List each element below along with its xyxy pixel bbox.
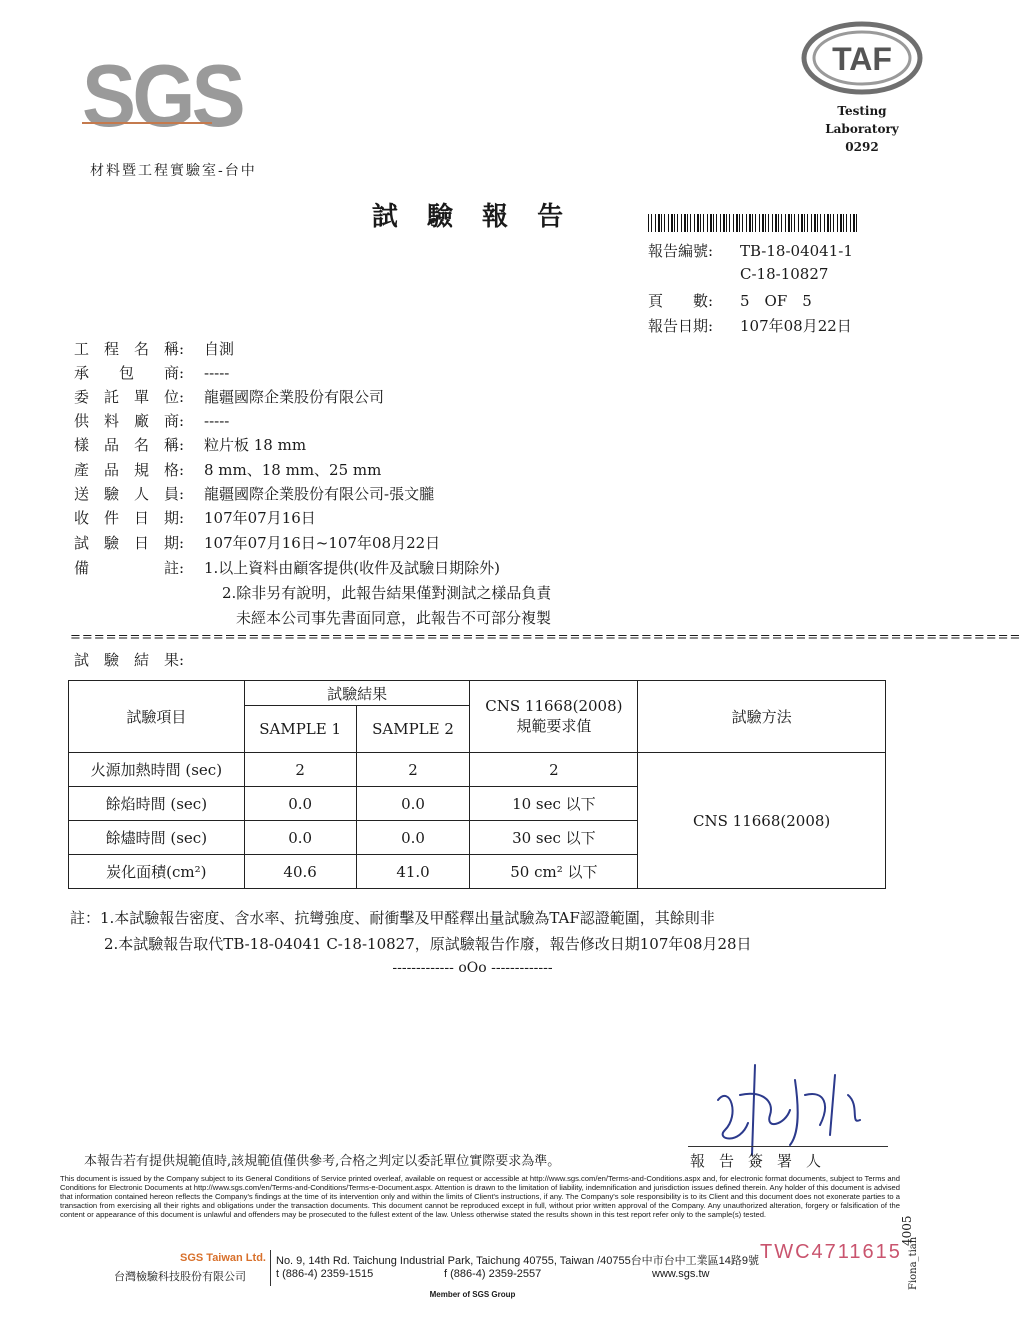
- taf-caption-line1: Testing Laboratory: [825, 104, 899, 136]
- barcode-bar: [788, 214, 790, 232]
- end-mark: ------------- oOo -------------: [392, 960, 553, 976]
- report-number-label: 報告編號:: [648, 242, 714, 260]
- report-date-label: 報告日期:: [648, 317, 714, 335]
- barcode-bar: [681, 214, 682, 232]
- barcode-bar: [820, 214, 821, 232]
- info-label: 樣 品 名 稱:: [74, 436, 185, 454]
- header-spec: [470, 681, 638, 753]
- barcode-bar: [749, 214, 751, 232]
- cell-spec: 10 sec 以下: [470, 787, 638, 821]
- pages-label: 頁 數:: [648, 292, 714, 310]
- barcode-bar: [833, 214, 834, 232]
- barcode-bar: [697, 214, 699, 232]
- barcode-bar: [778, 214, 779, 232]
- report-number-2: C-18-10827: [740, 265, 829, 283]
- barcode-bar: [703, 214, 704, 232]
- cell-sample-1: 40.6: [244, 855, 356, 889]
- report-number: TB-18-04041-1: [740, 242, 853, 260]
- barcode-bar: [674, 214, 675, 232]
- barcode-bar: [726, 214, 727, 232]
- company-name-en: SGS Taiwan Ltd.: [180, 1252, 266, 1264]
- barcode-bar: [807, 214, 808, 232]
- info-value: 107年07月16日: [204, 509, 316, 527]
- barcode-bar: [798, 214, 799, 232]
- barcode-bar: [733, 214, 734, 232]
- barcode-bar: [651, 214, 652, 232]
- lab-name: 材料暨工程實驗室-台中: [90, 163, 257, 179]
- header-sample-2: SAMPLE 2: [356, 706, 470, 753]
- barcode-bar: [694, 214, 695, 232]
- barcode-bar: [768, 214, 769, 232]
- info-label: 備 註:: [74, 559, 185, 577]
- barcode-bar: [772, 214, 773, 232]
- sgs-logo: SGS: [82, 46, 242, 145]
- cell-sample-1: 2: [244, 753, 356, 787]
- info-row: [74, 433, 306, 457]
- barcode-bar: [775, 214, 777, 232]
- cell-spec: 30 sec 以下: [470, 821, 638, 855]
- barcode-bar: [824, 214, 825, 232]
- info-label: 供 料 廠 商:: [74, 412, 185, 430]
- header-spec-line2: 規範要求值: [516, 717, 592, 735]
- info-value: 龍疆國際企業股份有限公司-張文朧: [204, 485, 435, 503]
- barcode-bar: [856, 214, 857, 232]
- barcode-bar: [684, 214, 686, 232]
- barcode-bar: [720, 214, 721, 232]
- taf-logo: [800, 20, 924, 96]
- barcode-bar: [850, 214, 851, 232]
- separator-line: ================================================================================: [70, 630, 1021, 645]
- barcode-bar: [765, 214, 766, 232]
- info-row: [74, 556, 500, 580]
- barcode-bar: [817, 214, 818, 232]
- info-label: 工 程 名 稱:: [74, 340, 185, 358]
- company-tel: t (886-4) 2359-1515: [276, 1268, 374, 1280]
- info-value: 粒片板 18 mm: [204, 436, 307, 454]
- cell-sample-2: 2: [356, 753, 470, 787]
- barcode-bar: [830, 214, 831, 232]
- cell-sample-2: 0.0: [356, 787, 470, 821]
- barcode-bar: [804, 214, 805, 232]
- address-divider: [270, 1250, 271, 1286]
- barcode-bar: [648, 214, 649, 232]
- info-row: [74, 531, 440, 555]
- barcode-bar: [707, 214, 708, 232]
- taf-caption: [800, 102, 924, 156]
- barcode-bar: [843, 214, 844, 232]
- info-value: -----: [204, 364, 230, 382]
- info-row: [74, 361, 229, 385]
- side-number: 4005: [900, 1215, 914, 1246]
- header-test-item: 試驗項目: [69, 681, 245, 753]
- info-value: -----: [204, 412, 230, 430]
- signer-line: [688, 1146, 888, 1147]
- company-address: No. 9, 14th Rd. Taichung Industrial Park, Taichung 40755, Taiwan /40755台中市台中工業區14路9號: [276, 1255, 760, 1267]
- signature: [700, 1005, 880, 1165]
- barcode-bar: [668, 214, 669, 232]
- info-label: 承 包 商:: [74, 364, 185, 382]
- info-label: 試 驗 日 期:: [74, 534, 185, 552]
- info-label: 送 驗 人 員:: [74, 485, 185, 503]
- barcode-bar: [762, 214, 764, 232]
- barcode-bar: [846, 214, 847, 232]
- info-label: 委 託 單 位:: [74, 388, 185, 406]
- barcode-bar: [811, 214, 812, 232]
- table-header-row: [69, 681, 886, 706]
- info-row: [74, 482, 434, 506]
- cell-sample-2: 0.0: [356, 821, 470, 855]
- info-value: 1.以上資料由顧客提供(收件及試驗日期除外): [204, 559, 501, 577]
- header-sample-1: SAMPLE 1: [244, 706, 356, 753]
- barcode-bar: [687, 214, 688, 232]
- barcode-bar: [729, 214, 730, 232]
- barcode-bar: [671, 214, 673, 232]
- barcode-bar: [723, 214, 725, 232]
- cell-sample-1: 0.0: [244, 821, 356, 855]
- cell-spec: 2: [470, 753, 638, 787]
- legal-fine-print: This document is issued by the Company subject to its General Conditions of Service printed overleaf, available on request or accessible at http://www.sgs.com/en/Terms-and-Conditions.aspx and, for electronic format documents, subject to Terms and Conditions for Electronic Documents at http://www.sgs.com/en/Terms-and-Conditions/Terms-e-Document.aspx. Attention is drawn to the limitation of liability, indemnification and jurisdiction issues defined therein. Any holder of this document is advised that information contained hereon reflects the Company's findings at the time of its intervention only and within the limits of Client's instructions, if any. The Company's sole responsibility is to its Client and this document does not exonerate parties to a transaction from exercising all their rights and obligations under the transaction documents. This document cannot be reproduced except in full, without prior written approval of the Company. Any unauthorized alteration, forgery or falsification of the content or appearance of this document is unlawful and offenders may be prosecuted to the fullest extent of the law. Unless otherwise stated the results shown in this test report refer only to the sample(s) tested.: [60, 1174, 900, 1219]
- pages-value: 5 OF 5: [740, 292, 812, 310]
- report-number-row: [648, 240, 853, 261]
- barcode-bar: [658, 214, 660, 232]
- barcode-bar: [716, 214, 717, 232]
- barcode-bar: [742, 214, 743, 232]
- taf-logo-text: TAF: [832, 41, 892, 77]
- barcode-bar: [840, 214, 842, 232]
- footer-disclaimer: 本報告若有提供規範值時,該規範值僅供參考,合格之判定以委託單位實際要求為準。: [84, 1154, 561, 1169]
- barcode-bar: [827, 214, 829, 232]
- company-fax: f (886-4) 2359-2557: [444, 1268, 542, 1280]
- taf-caption-line2: 0292: [845, 140, 879, 154]
- results-label: 試 驗 結 果:: [74, 651, 185, 669]
- info-value: 8 mm、18 mm、25 mm: [204, 461, 382, 479]
- cell-sample-2: 41.0: [356, 855, 470, 889]
- info-label: 產 品 規 格:: [74, 461, 185, 479]
- barcode-bar: [661, 214, 662, 232]
- barcode-bar: [794, 214, 795, 232]
- barcode-bar: [677, 214, 678, 232]
- info-label: 收 件 日 期:: [74, 509, 185, 527]
- info-value: 自測: [204, 340, 235, 358]
- barcode-bar: [853, 214, 855, 232]
- barcode-bar: [739, 214, 740, 232]
- note-line-2: 2.本試驗報告取代TB-18-04041 C-18-10827，原試驗報告作廢，報告修改日期107年08月28日: [104, 935, 752, 953]
- logo-underline: [82, 122, 212, 124]
- member-of-group: Member of SGS Group: [429, 1290, 516, 1299]
- info-row: [74, 506, 316, 530]
- remark-line-2: 2.除非另有說明，此報告結果僅對測試之樣品負責: [222, 584, 552, 602]
- barcode: [648, 214, 860, 232]
- barcode-bar: [700, 214, 701, 232]
- cell-item: 餘燼時間 (sec): [69, 821, 245, 855]
- barcode-bar: [755, 214, 756, 232]
- header-test-result: 試驗結果: [244, 681, 470, 706]
- side-operator: Fiona_tian: [908, 1236, 919, 1290]
- barcode-bar: [752, 214, 753, 232]
- info-row: [74, 409, 229, 433]
- report-title: 試 驗 報 告: [371, 202, 574, 232]
- barcode-bar: [837, 214, 838, 232]
- info-row: [74, 337, 234, 361]
- header-method: 試驗方法: [638, 681, 886, 753]
- signer-label: 報告簽署人: [690, 1152, 836, 1170]
- barcode-bar: [710, 214, 712, 232]
- barcode-bar: [801, 214, 803, 232]
- info-row: [74, 385, 384, 409]
- barcode-bar: [791, 214, 792, 232]
- report-date: 107年08月22日: [740, 317, 852, 335]
- cell-sample-1: 0.0: [244, 787, 356, 821]
- barcode-bar: [814, 214, 816, 232]
- cell-spec: 50 cm² 以下: [470, 855, 638, 889]
- barcode-bar: [655, 214, 656, 232]
- company-website: www.sgs.tw: [652, 1268, 710, 1280]
- info-value: 107年07月16日~107年08月22日: [204, 534, 441, 552]
- barcode-bar: [746, 214, 747, 232]
- info-row: [74, 458, 381, 482]
- barcode-bar: [781, 214, 782, 232]
- results-table: [68, 680, 886, 889]
- info-value: 龍疆國際企業股份有限公司: [204, 388, 385, 406]
- barcode-bar: [690, 214, 691, 232]
- pages-row: [648, 290, 812, 311]
- report-date-row: [648, 315, 852, 336]
- company-name-zh: 台灣檢驗科技股份有限公司: [114, 1271, 246, 1283]
- serial-stamp: TWC4711615: [760, 1241, 902, 1263]
- table-row: [69, 753, 886, 787]
- barcode-bar: [785, 214, 786, 232]
- cell-item: 炭化面積(cm²): [69, 855, 245, 889]
- cell-item: 餘焰時間 (sec): [69, 787, 245, 821]
- remark-line-3: 未經本公司事先書面同意，此報告不可部分複製: [236, 609, 552, 627]
- barcode-bar: [736, 214, 738, 232]
- barcode-bar: [759, 214, 760, 232]
- cell-method: CNS 11668(2008): [638, 753, 886, 889]
- barcode-bar: [713, 214, 714, 232]
- cell-item: 火源加熱時間 (sec): [69, 753, 245, 787]
- barcode-bar: [664, 214, 665, 232]
- note-line-1: 註：1.本試驗報告密度、含水率、抗彎強度、耐衝擊及甲醛釋出量試驗為TAF認證範圍，其餘則非: [70, 909, 715, 927]
- header-spec-line1: CNS 11668(2008): [485, 697, 623, 715]
